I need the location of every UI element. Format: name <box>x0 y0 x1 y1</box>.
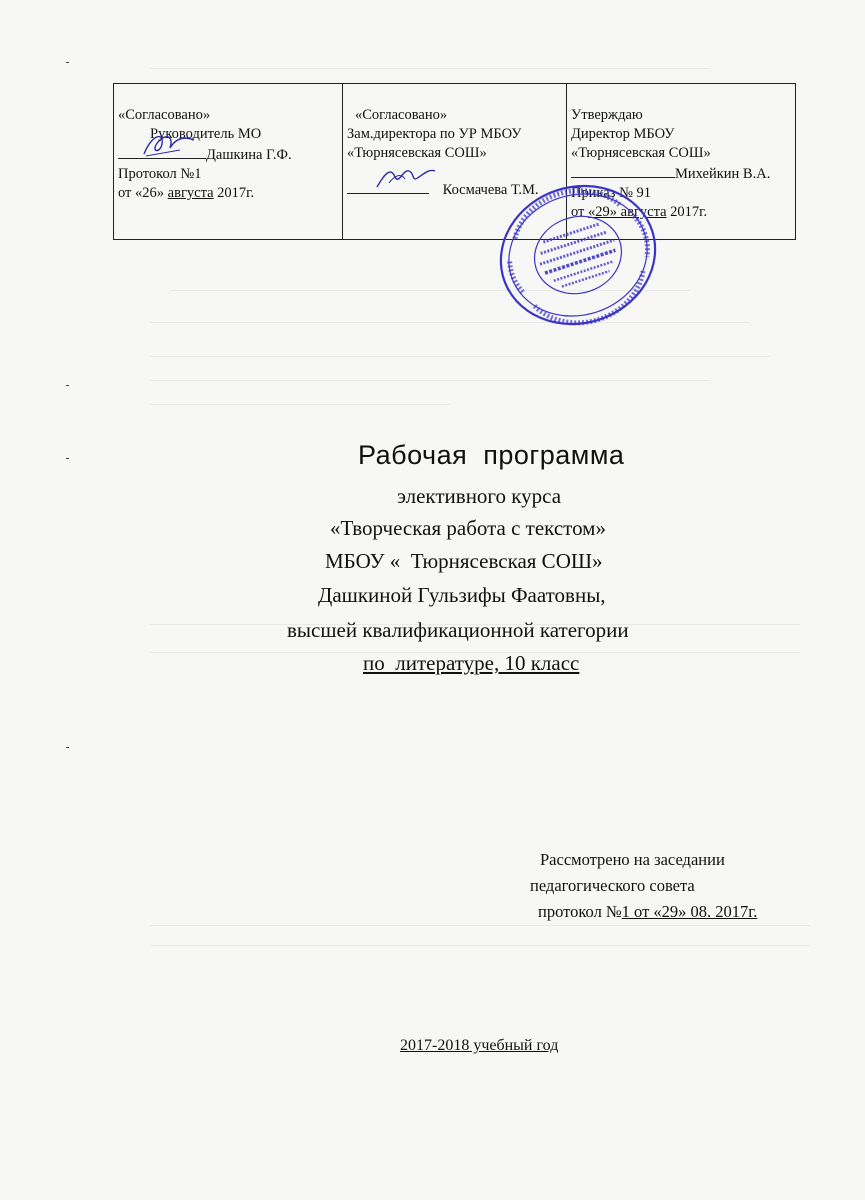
signature-line <box>118 144 206 159</box>
scan-artifact <box>150 404 450 405</box>
document-title: Рабочая программа <box>358 440 625 470</box>
council-line-1: Рассмотрено на заседании <box>540 850 725 869</box>
date-month: августа <box>167 185 214 201</box>
protocol-number: Протокол №1 <box>118 166 202 182</box>
approval-table <box>113 83 796 240</box>
signature-line <box>347 179 429 194</box>
scan-mark <box>66 385 69 386</box>
scan-artifact <box>150 925 810 926</box>
order-number: Приказ № 91 <box>571 185 652 201</box>
signature-line <box>571 163 675 178</box>
school-name: «Тюрнясевская СОШ» <box>347 145 487 161</box>
date-prefix: от «26» <box>118 185 165 201</box>
agreed-label: «Согласовано» <box>355 107 448 123</box>
scan-artifact <box>150 68 710 69</box>
role-label: Зам.директора по УР МБОУ <box>347 126 522 142</box>
date-year: 2017г. <box>217 185 255 201</box>
date-year: 2017г. <box>670 204 708 220</box>
scan-mark <box>66 62 69 63</box>
scan-artifact <box>150 356 770 357</box>
council-protocol <box>538 902 757 922</box>
teacher-name: Дашкиной Гульзифы Фаатовны, <box>318 583 606 607</box>
scan-mark <box>66 747 69 748</box>
protocol-prefix: протокол № <box>538 902 622 921</box>
date-prefix: от <box>571 204 585 220</box>
scan-mark <box>66 458 69 459</box>
school-seal <box>493 180 663 330</box>
academic-year: 2017-2018 учебный год <box>400 1037 559 1054</box>
school-name: МБОУ « Тюрнясевская СОШ» <box>325 549 603 573</box>
school-name: «Тюрнясевская СОШ» <box>571 145 711 161</box>
role-label: Директор МБОУ <box>571 126 675 142</box>
scan-artifact <box>150 380 710 381</box>
signer-name: Космачева Т.М. <box>442 182 539 198</box>
date-day-month: «29» августа <box>588 204 667 220</box>
scan-artifact <box>150 945 810 946</box>
teacher-category: высшей квалификационной категории <box>287 618 629 642</box>
approval-cell-mo-head <box>114 84 343 239</box>
approve-label: Утверждаю <box>571 107 643 123</box>
role-label: Руководитель МО <box>150 126 262 142</box>
council-line-2: педагогического совета <box>530 876 695 895</box>
course-name: «Творческая работа с текстом» <box>330 516 606 540</box>
agreed-label: «Согласовано» <box>118 107 211 123</box>
signer-name: Дашкина Г.Ф. <box>206 147 292 163</box>
course-type: элективного курса <box>397 484 562 508</box>
protocol-details: 1 от «29» 08. 2017г. <box>621 902 758 921</box>
subject-grade: по литературе, 10 класс <box>363 651 580 675</box>
signer-name: Михейкин В.А. <box>675 166 771 182</box>
